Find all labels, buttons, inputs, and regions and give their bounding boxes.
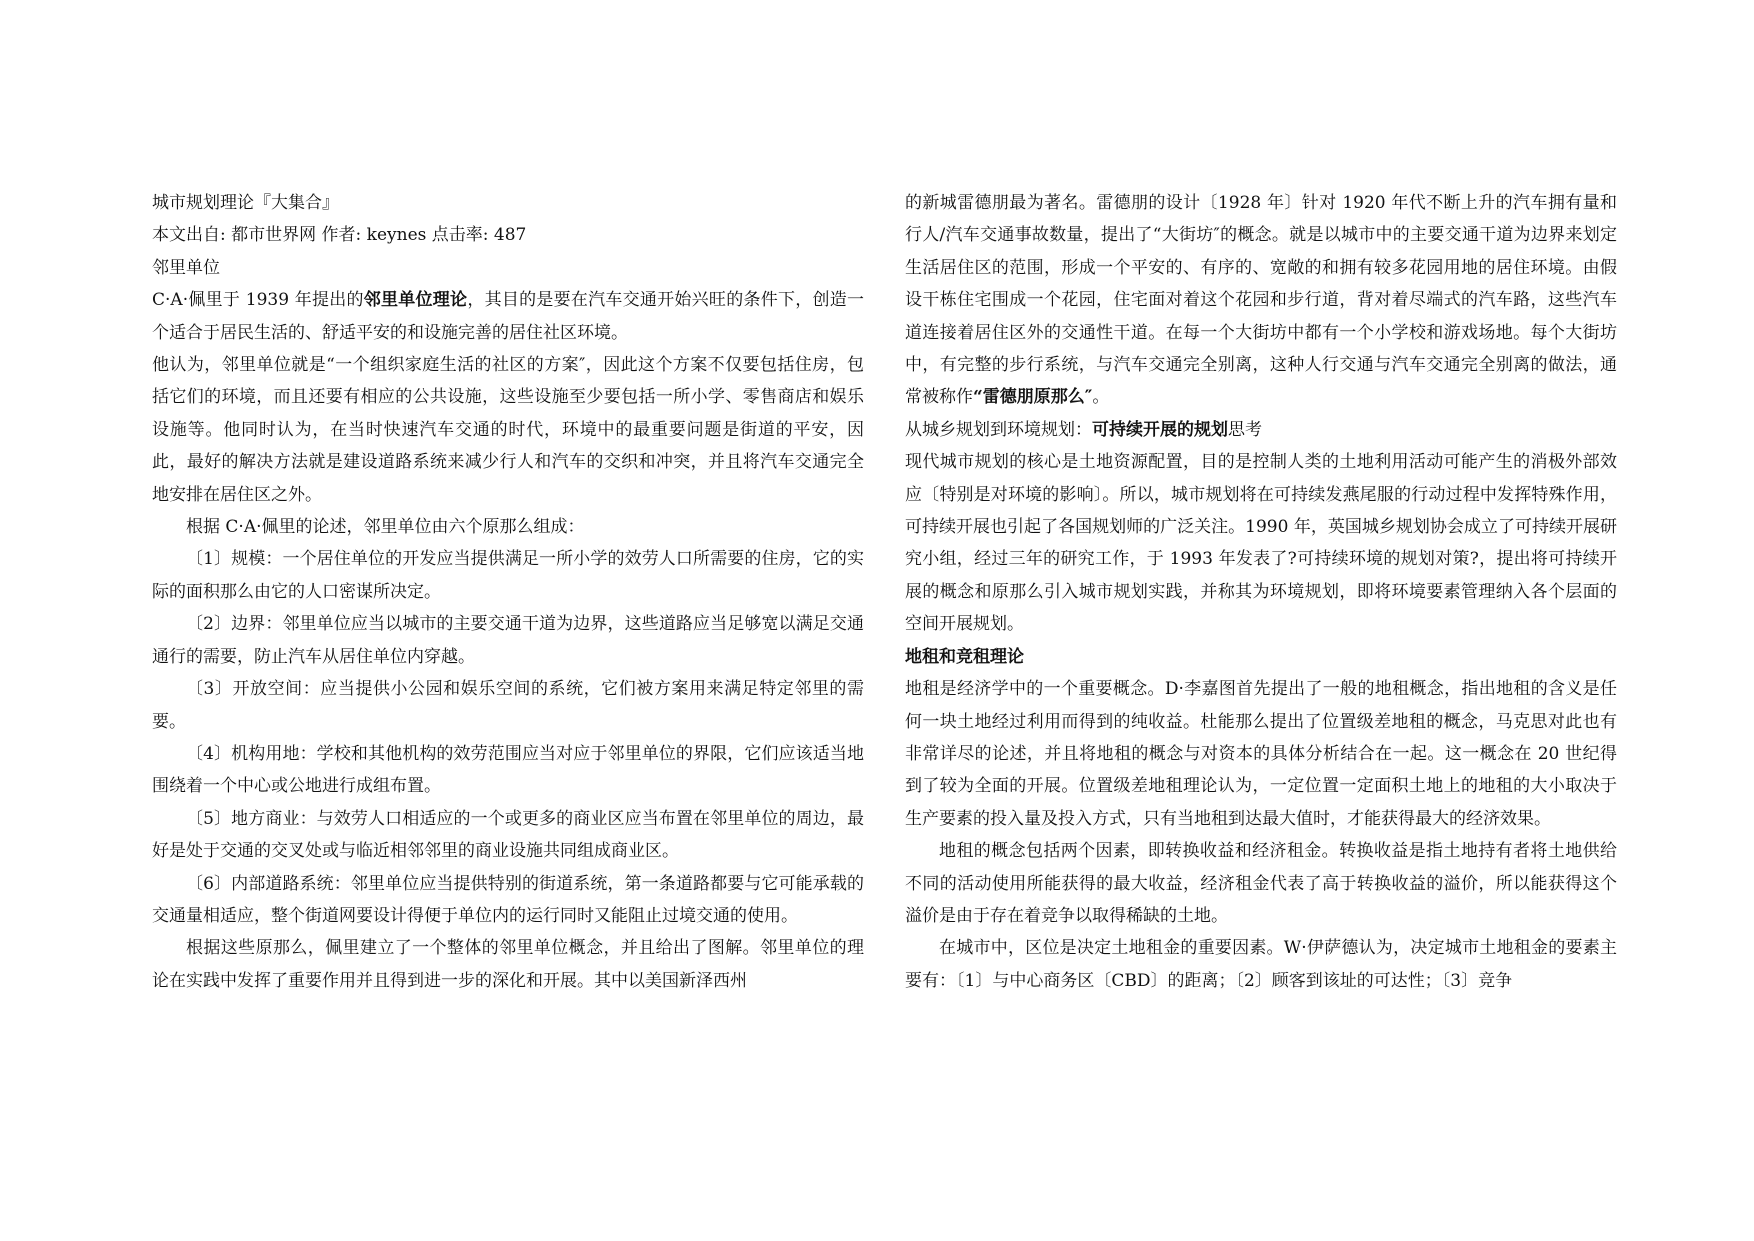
section-heading-land-rent: 地租和竞租理论 <box>905 646 1024 667</box>
meta-line: 本文出自: 都市世界网 作者: keynes 点击率: 487 <box>152 225 527 246</box>
paragraph-radburn: 的新城雷德朋最为著名。雷德朋的设计〔1928 年〕针对 1920 年代不断上升的汽车拥有量和行人/汽车交通事故数量，提出了“大街坊″的概念。就是以城市中的主要交通干道为边界来划定生活居住区的范围，形成一个平安的、有序的、宽敞的和拥有较多花园用地的居住环境。由假设干栋住宅围成一个花园，住宅面对着这个花园和步行道，背对着尽端式的汽车路，这些汽车道连接着居住区外的交通性干道。在每一个大街坊中都有一个小学校和游戏场地。每个大街坊中，有完整的步行系统，与汽车交通完全别离，这种人行交通与汽车交通完全别离的做法，通常被称作“雷德朋原那么″。 <box>905 193 1617 408</box>
document-title: 城市规划理论『大集合』 <box>152 193 339 213</box>
paragraph-rent-factors: 地租的概念包括两个因素，即转换收益和经济租金。转换收益是指土地持有者将土地供给不同的活动使用所能获得的最大收益，经济租金代表了高于转换收益的溢价，所以能获得这个溢价是由于存在着竞争以取得稀缺的土地。 <box>905 841 1617 926</box>
right-column <box>905 187 1617 997</box>
paragraph-summary: 根据这些原那么，佩里建立了一个整体的邻里单位概念，并且给出了图解。邻里单位的理论在实践中发挥了重要作用并且得到进一步的深化和开展。其中以美国新泽西州 <box>152 938 864 991</box>
section-heading-environmental-planning: 从城乡规划到环境规划：可持续开展的规划思考 <box>905 419 1262 440</box>
left-column <box>152 187 864 997</box>
emphasis-radburn-principle: “雷德朋原那么″ <box>973 387 1093 408</box>
list-item: 〔1〕规模：一个居住单位的开发应当提供满足一所小学的效劳人口所需要的住房，它的实际的面积那么由它的人口密谋所决定。 <box>152 549 864 602</box>
paragraph-location: 在城市中，区位是决定土地租金的重要因素。W·伊萨德认为，决定城市土地租金的要素主要有：〔1〕与中心商务区〔CBD〕的距离；〔2〕顾客到该址的可达性；〔3〕竞争 <box>905 938 1617 991</box>
paragraph-land-rent: 地租是经济学中的一个重要概念。D·李嘉图首先提出了一般的地租概念，指出地租的含义是任何一块土地经过利用而得到的纯收益。杜能那么提出了位置级差地租的概念，马克思对此也有非常详尽的论述，并且将地租的概念与对资本的具体分析结合在一起。这一概念在 20 世纪得到了较为全面的开展。位置级差地租理论认为，一定位置一定面积土地上的地租的大小取决于生产要素的投入量及投入方式，只有当地租到达最大值时，才能获得最大的经济效果。 <box>905 679 1617 829</box>
list-item: 〔5〕地方商业：与效劳人口相适应的一个或更多的商业区应当布置在邻里单位的周边，最好是处于交通的交叉处或与临近相邻邻里的商业设施共同组成商业区。 <box>152 808 864 862</box>
list-item: 〔4〕机构用地：学校和其他机构的效劳范围应当对应于邻里单位的界限，它们应该适当地围绕着一个中心或公地进行成组布置。 <box>152 743 864 797</box>
paragraph-principles-lead: 根据 C·A·佩里的论述，邻里单位由六个原那么组成： <box>186 517 585 538</box>
list-item: 〔3〕开放空间：应当提供小公园和娱乐空间的系统，它们被方案用来满足特定邻里的需要。 <box>152 679 864 732</box>
list-item: 〔6〕内部道路系统：邻里单位应当提供特别的街道系统，第一条道路都要与它可能承载的交通量相适应，整个街道网要设计得便于单位内的运行同时又能阻止过境交通的使用。 <box>152 873 864 926</box>
emphasis-theory: 邻里单位理论 <box>363 290 468 311</box>
list-item: 〔2〕边界：邻里单位应当以城市的主要交通干道为边界，这些道路应当足够宽以满足交通通行的需要，防止汽车从居住单位内穿越。 <box>152 614 864 667</box>
paragraph-intro: C·A·佩里于 1939 年提出的邻里单位理论，其目的是要在汽车交通开始兴旺的条件下，创造一个适合于居民生活的、舒适平安的和设施完善的居住社区环境。 <box>152 290 865 343</box>
paragraph-sustainability: 现代城市规划的核心是土地资源配置，目的是控制人类的土地利用活动可能产生的消极外部效应〔特别是对环境的影响〕。所以，城市规划将在可持续发燕尾服的行动过程中发挥特殊作用，可持续开展也引起了各国规划师的广泛关注。1990 年，英国城乡规划协会成立了可持续开展研究小组，经过三年的研究工作，于 1993 年发表了?可持续环境的规划对策?，提出将可持续开展的概念和原那么引入城市规划实践，并称其为环境规划，即将环境要素管理纳入各个层面的空间开展规划。 <box>905 452 1617 635</box>
emphasis-sustainable-planning: 可持续开展的规划 <box>1092 419 1228 440</box>
section-heading-neighborhood-unit: 邻里单位 <box>152 257 220 278</box>
paragraph-definition: 他认为，邻里单位就是“一个组织家庭生活的社区的方案″，因此这个方案不仅要包括住房，包括它们的环境，而且还要有相应的公共设施，这些设施至少要包括一所小学、零售商店和娱乐设施等。他同时认为，在当时快速汽车交通的时代，环境中的最重要问题是街道的平安，因此，最好的解决方法就是建设道路系统来减少行人和汽车的交织和冲突，并且将汽车交通完全地安排在居住区之外。 <box>152 355 864 505</box>
